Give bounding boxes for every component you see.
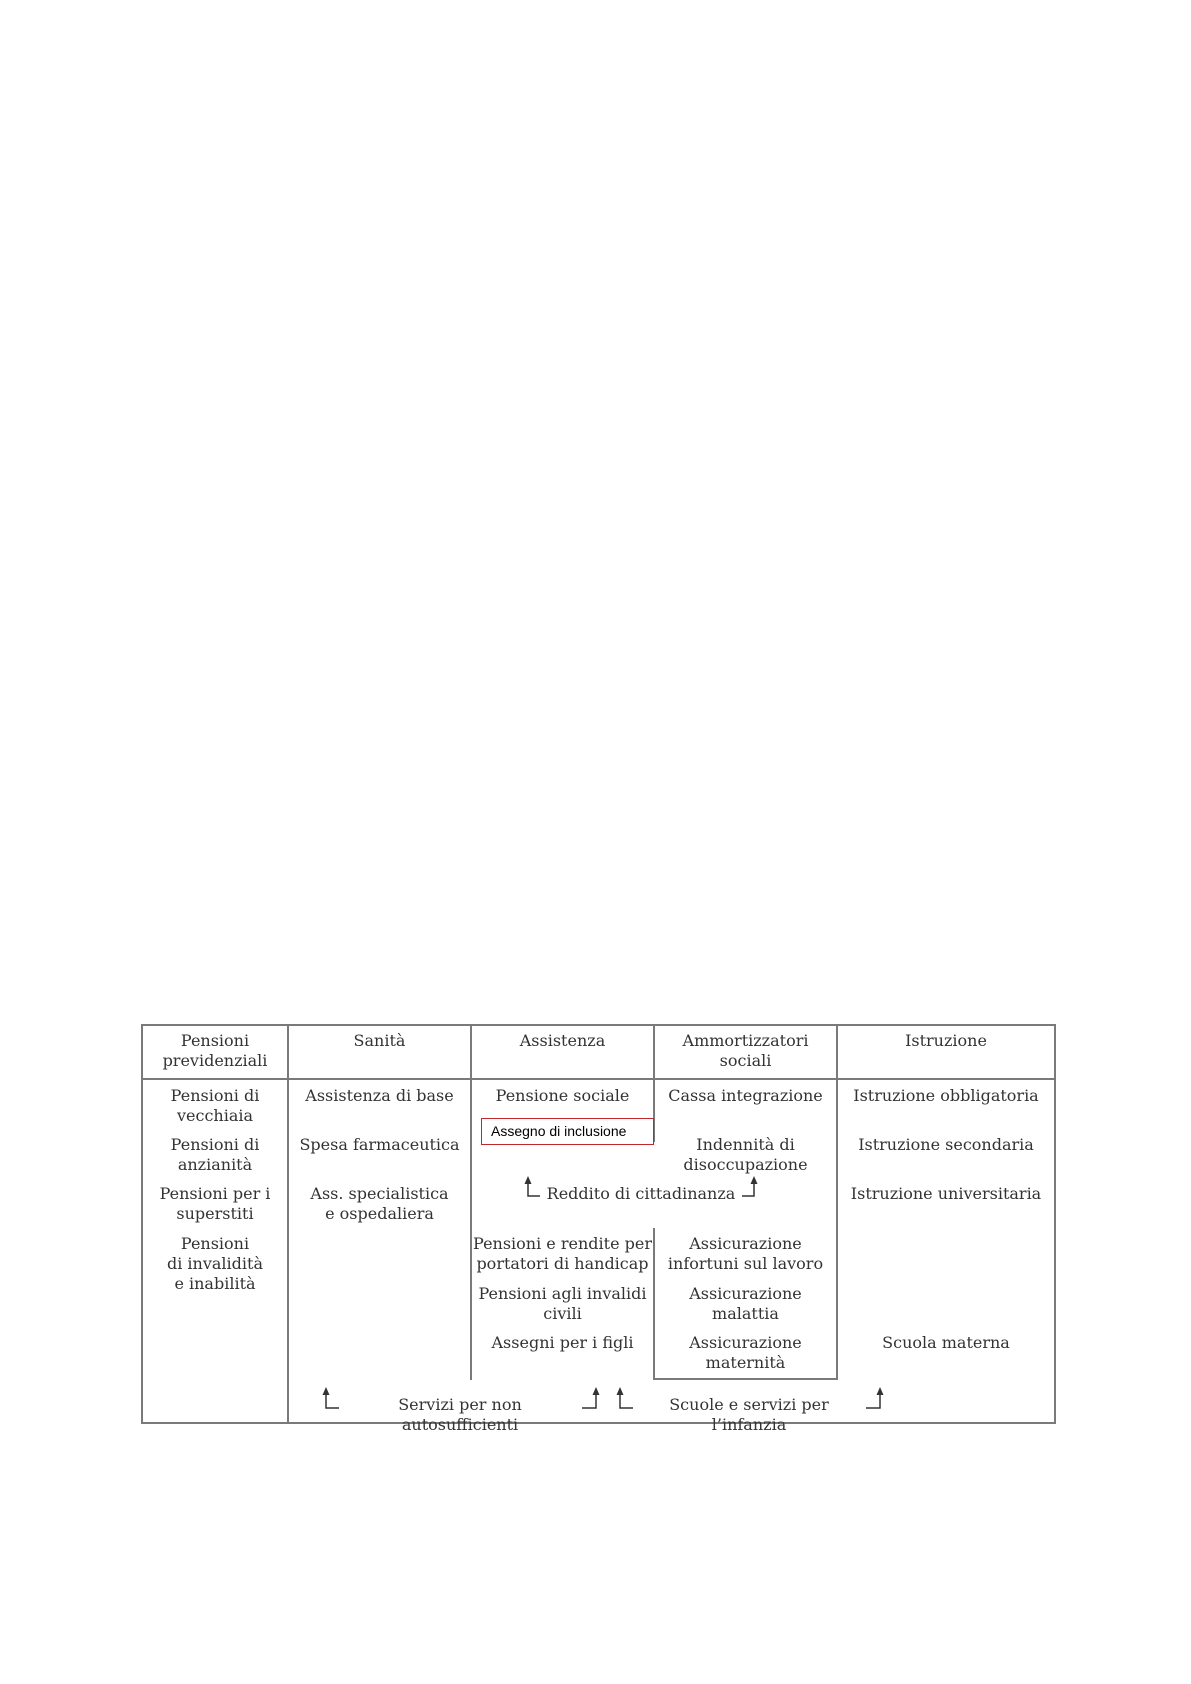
header-istruzione: Istruzione	[905, 1031, 987, 1050]
cell-pensioni-anzianita: Pensioni di anzianità	[170, 1135, 260, 1174]
cell-pensioni-invalidita: Pensioni di invalidità e inabilità	[166, 1234, 263, 1293]
cell-assistenza-sociale: Pensione sociale	[495, 1086, 630, 1105]
cell-istruzione-universitaria: Istruzione universitaria	[850, 1184, 1042, 1203]
cell-pensioni-superstiti: Pensioni per i superstiti	[159, 1184, 271, 1223]
cell-sanita-farmaceutica: Spesa farmaceutica	[299, 1135, 460, 1154]
cell-ammortizzatori-malattia: Assicurazione malattia	[689, 1284, 802, 1323]
cell-ammortizzatori-disoccupazione: Indennità di disoccupazione	[683, 1135, 808, 1174]
cell-sanita-base: Assistenza di base	[305, 1086, 454, 1105]
cell-istruzione-secondaria: Istruzione secondaria	[858, 1135, 1034, 1154]
assegno-inclusione-box: Assegno di inclusione	[481, 1118, 654, 1145]
span-scuole-infanzia: Scuole e servizi per l’infanzia	[669, 1395, 829, 1434]
cell-assistenza-handicap: Pensioni e rendite per portatori di handicap	[473, 1234, 652, 1273]
cell-assistenza-invalidi: Pensioni agli invalidi civili	[478, 1284, 647, 1323]
cell-istruzione-obbligatoria: Istruzione obbligatoria	[853, 1086, 1039, 1105]
span-servizi-non-autosufficienti: Servizi per non autosufficienti	[398, 1395, 522, 1434]
cell-ammortizzatori-cassa: Cassa integrazione	[668, 1086, 823, 1105]
cell-pensioni-vecchiaia: Pensioni di vecchiaia	[170, 1086, 260, 1125]
span-reddito-cittadinanza: Reddito di cittadinanza	[546, 1184, 736, 1203]
header-assistenza: Assistenza	[519, 1031, 606, 1050]
cell-ammortizzatori-infortuni: Assicurazione infortuni sul lavoro	[667, 1234, 824, 1273]
header-ammortizzatori: Ammortizzatori sociali	[682, 1031, 809, 1070]
header-pensioni: Pensioni previdenziali	[162, 1031, 268, 1070]
cell-sanita-specialistica: Ass. specialistica e ospedaliera	[310, 1184, 449, 1223]
cell-istruzione-materna: Scuola materna	[882, 1333, 1010, 1352]
cell-assistenza-figli: Assegni per i figli	[491, 1333, 634, 1352]
cell-ammortizzatori-maternita: Assicurazione maternità	[689, 1333, 802, 1372]
header-sanita: Sanità	[353, 1031, 406, 1050]
